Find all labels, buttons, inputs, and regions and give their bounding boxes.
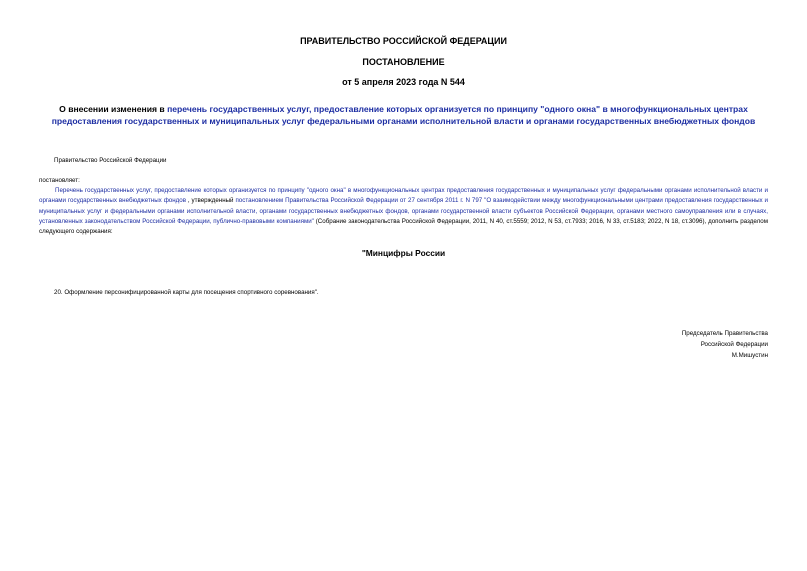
paragraph-text-approved: , утвержденный (185, 197, 236, 205)
document-type: ПОСТАНОВЛЕНИЕ (362, 57, 445, 67)
title-link-services-list[interactable]: перечень государственных услуг, предоставление которых организуется по принципу "одного окна" в многофункциональных центрах предоставления государственных и муниципальных услуг федеральными органами исполнительной власти и органами государственных внебюджетных фондов (51, 104, 756, 126)
link-services-list[interactable]: Перечень государственных услуг, предоставление которых организуется по принципу "одного окна" в многофункциональных центрах предоставления государственных и муниципальных услуг федеральными органами исполнительной власти и органами государственных внебюджетных фондов (39, 187, 768, 205)
document-date-number: от 5 апреля 2023 года N 544 (342, 77, 465, 87)
document-title (34, 104, 773, 127)
section-title: "Минцифры России (361, 248, 446, 258)
signature-country: Российской Федерации (700, 340, 768, 348)
main-paragraph (39, 186, 768, 237)
signature-position: Председатель Правительства (681, 330, 768, 337)
issuing-authority: ПРАВИТЕЛЬСТВО РОССИЙСКОЙ ФЕДЕРАЦИИ (300, 36, 507, 46)
list-item: 20. Оформление персонифицированной карты для посещения спортивного соревнования". (54, 289, 319, 296)
paragraph-text-collection: (Собрание законодательства Российской Федерации, 2011, N 40, ст.5559; 2012, N 53, ст.7933; 2016, N 33, ст.5183; 2022, N 18, ст.3096), дополнить разделом следующего содержания: (39, 217, 768, 236)
title-prefix: О внесении изменения в (59, 104, 168, 114)
signature-block (682, 329, 768, 361)
government-name: Правительство Российской Федерации (54, 157, 167, 164)
resolves-word: постановляет: (39, 177, 80, 184)
signature-name: М.Мишустин (731, 351, 768, 359)
link-resolution-797[interactable]: постановлением Правительства Российской Федерации от 27 сентября 2011 г. N 797 "О взаимодействии между многофункциональными центрами предоставления государственных и муниципальных услуг и федеральными органами исполнительной власти, органами государственных внебюджетных фондов, органами государственной власти субъектов Российской Федерации, органами местного самоуправления или в случаях, установленных законодательством Российской Федерации, публично-правовыми компаниями" (39, 197, 768, 225)
